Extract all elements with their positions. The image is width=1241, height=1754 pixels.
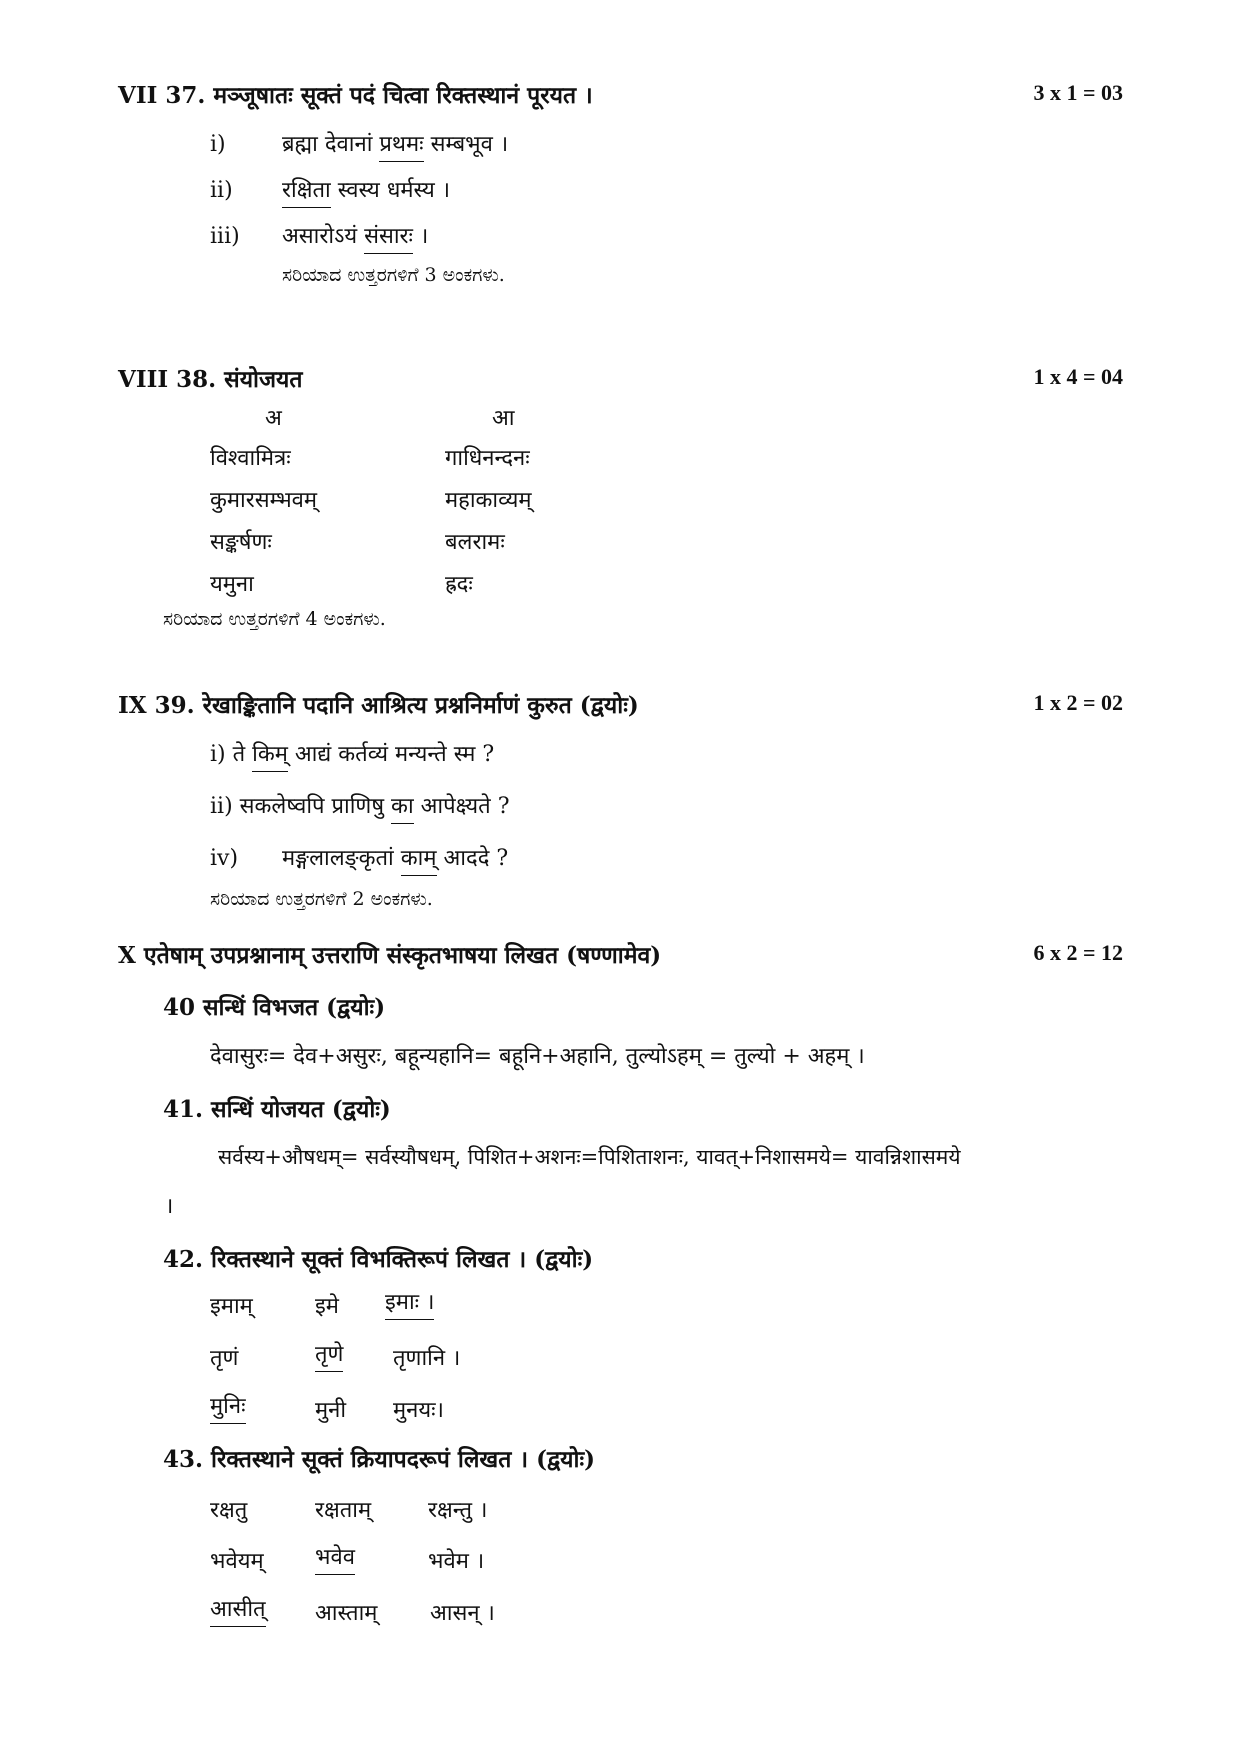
- q42-title: 42. रिक्तस्थाने सूक्तं विभक्तिरूपं लिखत । (द्वयोः): [163, 1246, 594, 1273]
- underlined-answer: रक्षिता: [282, 179, 331, 208]
- q37-marks: 3 x 1 = 03: [1033, 80, 1123, 105]
- q38-heading: VIII 38. संयोजयत: [118, 366, 303, 393]
- q43-cell: भवेम ।: [428, 1549, 485, 1574]
- section-x-marks: 6 x 2 = 12: [1033, 940, 1123, 965]
- q41-answer-end: ।: [165, 1194, 174, 1219]
- underlined-answer: आसीत्: [210, 1598, 266, 1627]
- q43-cell: [315, 1545, 355, 1575]
- q43-cell: आसन् ।: [430, 1601, 495, 1626]
- match-right-2: महाकाव्यम्: [445, 488, 532, 513]
- q42-cell: [385, 1290, 434, 1320]
- underlined-answer: संसारः: [364, 225, 413, 254]
- q43-cell: [210, 1597, 266, 1627]
- underlined-word: किम्: [252, 743, 288, 772]
- q39-item-3: iv) मङ्गलालङ्कृतां काम् आददे ?: [210, 842, 508, 876]
- q42-cell: मुनी: [315, 1398, 347, 1423]
- q43-cell: रक्षन्तु ।: [428, 1498, 488, 1523]
- item-number: iii): [210, 224, 240, 249]
- q38-marks-note: ಸರಿಯಾದ ಉತ್ತರಗಳಿಗೆ 4 ಅಂಕಗಳು.: [163, 608, 386, 630]
- q39-marks: 1 x 2 = 02: [1033, 690, 1123, 715]
- q41-title: 41. सन्धिं योजयत (द्वयोः): [163, 1096, 391, 1123]
- item-number: ii): [210, 178, 233, 203]
- item-number: ii): [210, 794, 233, 819]
- q43-title: 43. रिक्तस्थाने सूक्तं क्रियापदरूपं लिखत । (द्वयोः): [163, 1446, 596, 1473]
- match-left-3: सङ्कर्षणः: [210, 530, 272, 555]
- q43-cell: आस्ताम्: [315, 1601, 378, 1626]
- q42-cell: तृणानि ।: [393, 1346, 461, 1371]
- q42-cell: इमाम्: [210, 1294, 253, 1319]
- q39-marks-note: ಸರಿಯಾದ ಉತ್ತರಗಳಿಗೆ 2 ಅಂಕಗಳು.: [210, 888, 433, 910]
- q40-answer: देवासुरः= देव+असुरः, बहून्यहानि= बहूनि+अहानि, तुल्योऽहम् = तुल्यो + अहम् ।: [210, 1044, 865, 1069]
- q42-cell: मुनयः।: [393, 1398, 444, 1423]
- q41-answer: सर्वस्य+औषधम्= सर्वस्यौषधम्, पिशित+अशनः=पिशिताशनः, यावत्+निशासमये= यावन्निशासमये: [218, 1145, 961, 1169]
- underlined-answer: मुनिः: [210, 1395, 246, 1424]
- item-number: i): [210, 132, 226, 157]
- q37-item-3: iii) असारोऽयं संसारः ।: [210, 220, 428, 254]
- q42-cell: तृणं: [210, 1346, 239, 1371]
- q42-cell: इमे: [315, 1294, 339, 1319]
- q39-heading: IX 39. रेखाङ्कितानि पदानि आश्रित्य प्रश्ननिर्माणं कुरुत (द्वयोः): [118, 692, 639, 719]
- match-right-3: बलरामः: [445, 530, 505, 555]
- underlined-answer: भवेव: [315, 1546, 355, 1575]
- underlined-word: काम्: [401, 847, 437, 876]
- match-right-1: गाधिनन्दनः: [445, 446, 530, 471]
- q42-cell: [210, 1394, 246, 1424]
- q43-cell: रक्षताम्: [315, 1498, 372, 1523]
- underlined-answer: तृणे: [315, 1343, 343, 1372]
- q37-marks-note: ಸರಿಯಾದ ಉತ್ತರಗಳಿಗೆ 3 ಅಂಕಗಳು.: [282, 264, 505, 286]
- match-right-4: ह्रदः: [445, 572, 473, 597]
- match-left-4: यमुना: [210, 572, 254, 597]
- q37-item-1: i) ब्रह्मा देवानां प्रथमः सम्बभूव ।: [210, 128, 508, 162]
- q43-cell: रक्षतु: [210, 1498, 248, 1523]
- match-left-2: कुमारसम्भवम्: [210, 488, 318, 513]
- q42-cell: [315, 1342, 343, 1372]
- column-b-header: आ: [492, 406, 515, 431]
- section-x-heading: X एतेषाम् उपप्रश्नानाम् उत्तराणि संस्कृतभाषया लिखत (षण्णामेव): [118, 942, 662, 969]
- q37-item-2: ii) रक्षिता स्वस्य धर्मस्य ।: [210, 174, 450, 208]
- q37-heading: VII 37. मञ्जूषातः सूक्तं पदं चित्वा रिक्तस्थानं पूरयत ।: [118, 82, 593, 109]
- underlined-answer: इमाः ।: [385, 1291, 434, 1320]
- underlined-answer: प्रथमः: [379, 133, 423, 162]
- q40-title: 40 सन्धिं विभजत (द्वयोः): [163, 994, 386, 1021]
- item-number: i): [210, 742, 226, 767]
- match-left-1: विश्वामित्रः: [210, 446, 291, 471]
- q39-item-1: i) ते किम् आद्यं कर्तव्यं मन्यन्ते स्म ?: [210, 738, 494, 772]
- item-number: iv): [210, 846, 239, 871]
- q38-marks: 1 x 4 = 04: [1033, 364, 1123, 389]
- q43-cell: भवेयम्: [210, 1549, 264, 1574]
- column-a-header: अ: [265, 406, 282, 431]
- q39-item-2: ii) सकलेष्वपि प्राणिषु का आपेक्ष्यते ?: [210, 790, 510, 824]
- underlined-word: का: [391, 795, 414, 824]
